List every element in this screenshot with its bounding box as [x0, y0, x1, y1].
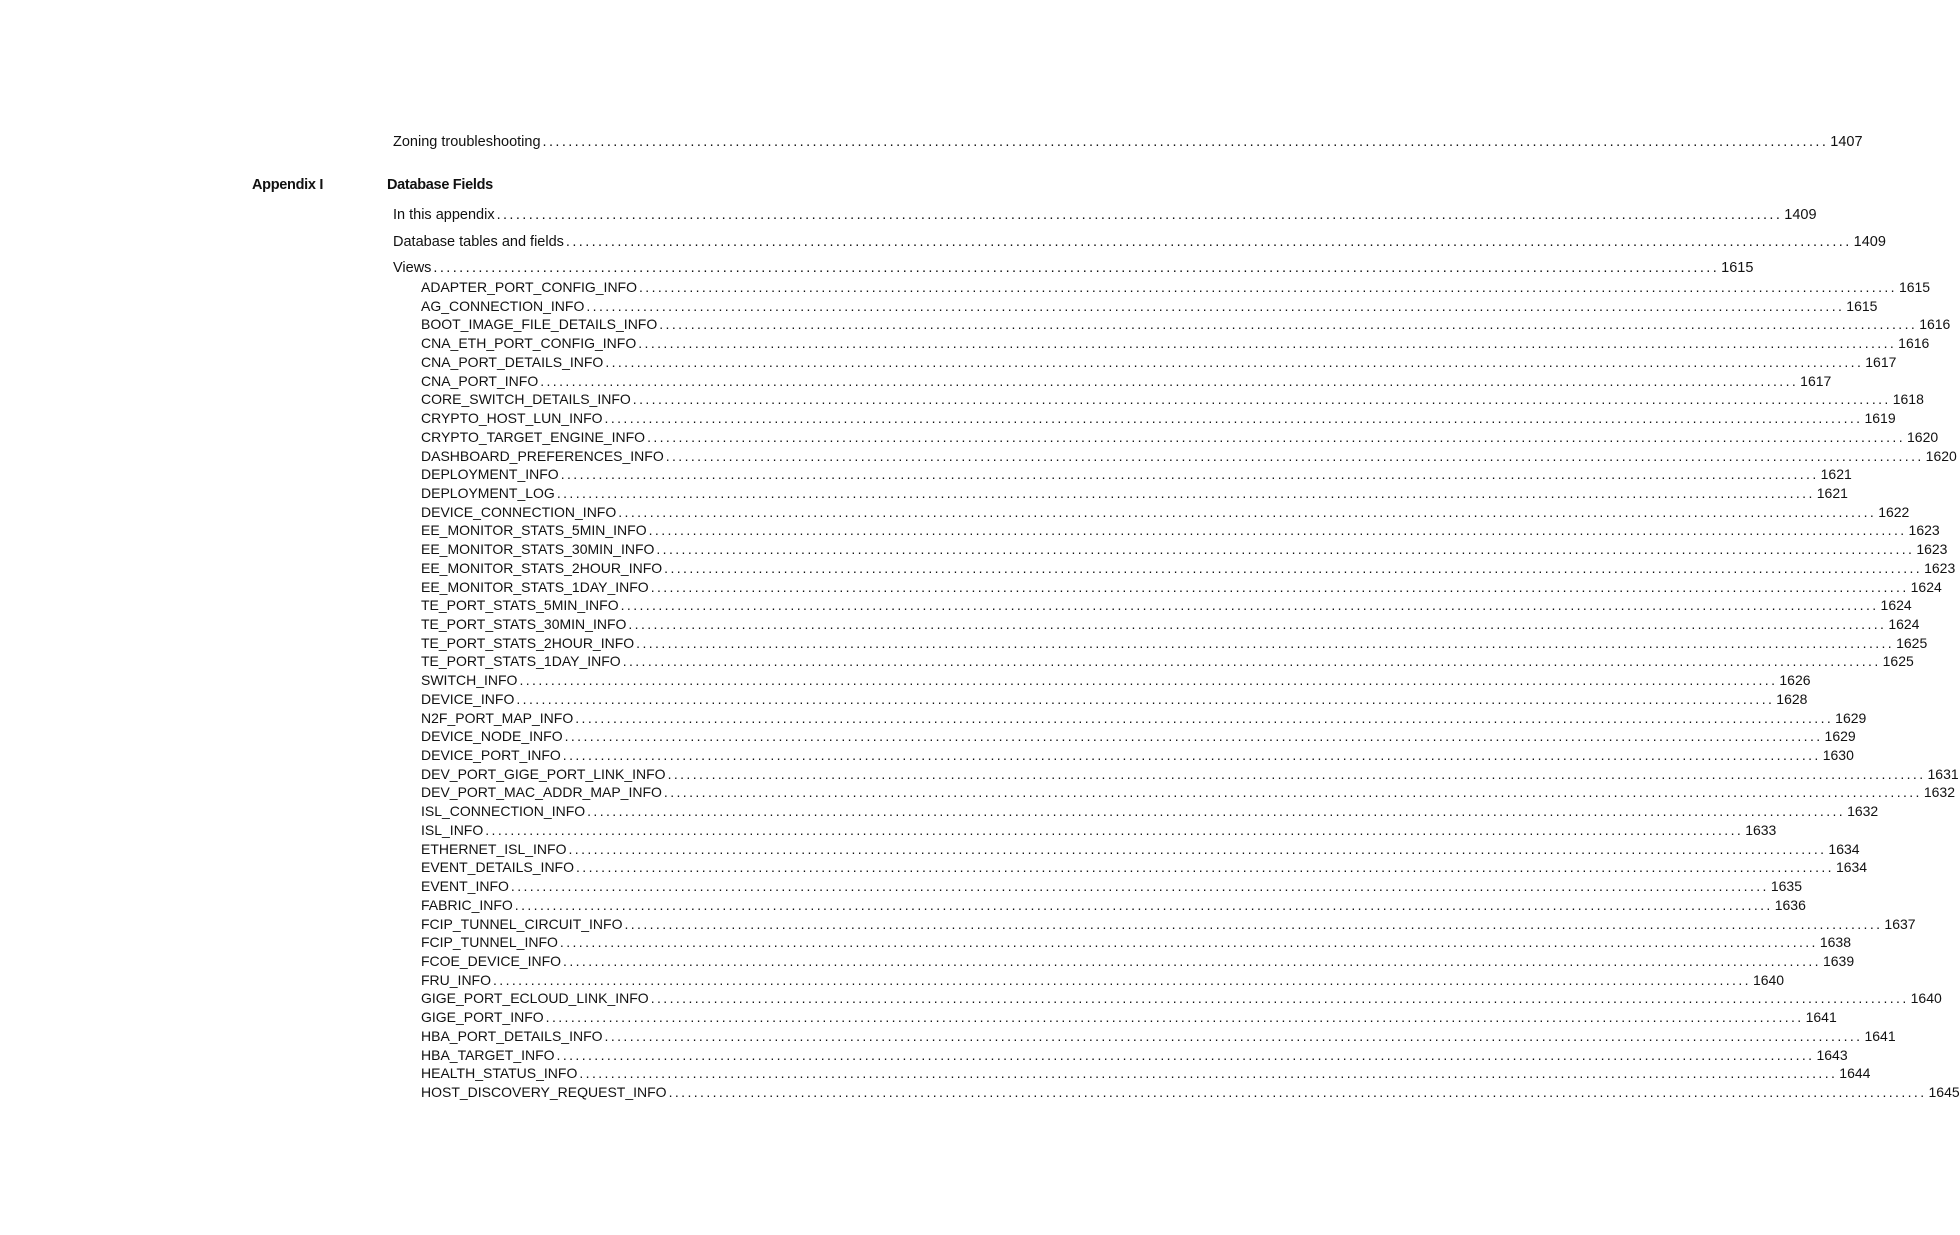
dot-leader: ........................................................................................................................................................................................................ [562, 747, 1821, 763]
toc-entry-page: 1644 [1839, 1065, 1871, 1082]
toc-entry-page: 1618 [1892, 391, 1924, 408]
dot-leader: ........................................................................................................................................................................................................ [493, 971, 1751, 988]
toc-entry-page: 1624 [1880, 597, 1912, 614]
toc-entry-label: DEVICE_CONNECTION_INFO [421, 503, 617, 520]
toc-entry-label: GIGE_PORT_ECLOUD_LINK_INFO [421, 990, 649, 1007]
toc-subentry[interactable] [421, 728, 1856, 745]
toc-entry-label: Zoning troubleshooting [393, 134, 541, 150]
toc-entry-page: 1643 [1816, 1046, 1848, 1063]
toc-entry-page: 1645 [1928, 1084, 1960, 1100]
toc-subentry[interactable] [421, 971, 1785, 988]
toc-subentry[interactable] [421, 597, 1912, 614]
toc-entry-label: EE_MONITOR_STATS_1DAY_INFO [421, 578, 649, 595]
toc-entry-label: DEPLOYMENT_LOG [421, 484, 555, 501]
toc-subentry[interactable] [421, 1009, 1837, 1026]
dot-leader: ........................................................................................................................................................................................................ [575, 709, 1834, 726]
toc-entry-label: BOOT_IMAGE_FILE_DETAILS_INFO [421, 316, 658, 333]
dot-leader: ........................................................................................................................................................................................................ [656, 541, 1915, 558]
dot-leader: ........................................................................................................................................................................................................ [664, 559, 1923, 576]
dot-leader: ........................................................................................................................................................................................................ [659, 316, 1918, 333]
toc-entry-page: 1622 [1878, 503, 1910, 520]
dot-leader: ........................................................................................................................................................................................................ [586, 297, 1845, 314]
toc-entry-label: EVENT_DETAILS_INFO [421, 859, 575, 876]
toc-entry-label: TE_PORT_STATS_30MIN_INFO [421, 616, 627, 632]
toc-entry-label: DEVICE_INFO [421, 690, 515, 707]
appendix-label: Appendix I [252, 177, 324, 193]
toc-subentry[interactable] [421, 803, 1879, 820]
toc-entry-page: 1624 [1910, 578, 1942, 595]
toc-entry-page: 1629 [1824, 728, 1856, 745]
dot-leader: ........................................................................................................................................................................................................ [565, 234, 1852, 250]
dot-leader: ........................................................................................................................................................................................................ [587, 803, 1846, 820]
toc-entry-label: CRYPTO_TARGET_ENGINE_INFO [421, 428, 646, 445]
dot-leader: ........................................................................................................................................................................................................ [516, 690, 1775, 707]
toc-entry-page: 1623 [1908, 522, 1940, 539]
toc-entry-page: 1631 [1927, 765, 1959, 782]
toc-entry-label: N2F_PORT_MAP_INFO [421, 709, 574, 726]
toc-entry-page: 1630 [1822, 747, 1854, 763]
toc-entry-label: ADAPTER_PORT_CONFIG_INFO [421, 279, 638, 295]
toc-entry-page: 1625 [1896, 634, 1928, 651]
dot-leader: ........................................................................................................................................................................................................ [622, 653, 1881, 670]
toc-entry-label: FRU_INFO [421, 971, 491, 988]
toc-subentry[interactable] [421, 840, 1860, 857]
toc-entry-label: EE_MONITOR_STATS_2HOUR_INFO [421, 559, 663, 576]
toc-entry-label: CNA_PORT_INFO [421, 372, 539, 389]
toc-entry-page: 1634 [1828, 840, 1860, 857]
toc-entry-page: 1615 [1721, 260, 1754, 276]
toc-subentry[interactable] [421, 747, 1854, 763]
toc-entry-label: DEV_PORT_MAC_ADDR_MAP_INFO [421, 784, 662, 801]
dot-leader: ........................................................................................................................................................................................................ [663, 784, 1922, 801]
toc-entry-page: 1633 [1745, 821, 1777, 838]
toc-entry-page: 1638 [1819, 934, 1852, 951]
dot-leader: ........................................................................................................................................................................................................ [668, 1084, 1927, 1100]
dot-leader: ........................................................................................................................................................................................................ [647, 428, 1905, 445]
toc-entry-page: 1615 [1898, 279, 1931, 295]
toc-entry-label: CORE_SWITCH_DETAILS_INFO [421, 391, 631, 408]
toc-entry-page: 1629 [1835, 709, 1867, 726]
toc-subentry[interactable] [421, 391, 1924, 408]
toc-entry-page: 1409 [1784, 207, 1817, 223]
toc-subentry[interactable] [421, 952, 1855, 969]
toc-entry-label: FCOE_DEVICE_INFO [421, 952, 562, 969]
toc-subentry[interactable] [421, 559, 1956, 576]
toc-entry-page: 1625 [1882, 653, 1914, 670]
dot-leader: ........................................................................................................................................................................................................ [514, 896, 1773, 913]
toc-entry-page: 1623 [1924, 559, 1956, 576]
toc-entry-zoning-troubleshooting[interactable] [393, 134, 1863, 150]
toc-entry-label: TE_PORT_STATS_5MIN_INFO [421, 597, 619, 614]
dot-leader: ........................................................................................................................................................................................................ [556, 1046, 1815, 1063]
dot-leader: ........................................................................................................................................................................................................ [667, 765, 1926, 782]
toc-entry-page: 1621 [1816, 484, 1848, 501]
toc-entry-page: 1635 [1770, 878, 1802, 894]
toc-subentry[interactable] [421, 1065, 1871, 1082]
toc-subentry[interactable] [421, 784, 1956, 801]
toc-entry-page: 1617 [1800, 372, 1832, 389]
toc-subentry[interactable] [421, 541, 1948, 558]
toc-entry-in-this-appendix[interactable] [393, 207, 1817, 223]
toc-subentry[interactable] [421, 672, 1811, 689]
dot-leader: ........................................................................................................................................................................................................ [519, 672, 1778, 689]
toc-subentry[interactable] [421, 279, 1931, 295]
toc-subentry[interactable] [421, 503, 1910, 520]
toc-subentry[interactable] [421, 709, 1867, 726]
dot-leader: ........................................................................................................................................................................................................ [510, 878, 1769, 894]
dot-leader: ........................................................................................................................................................................................................ [559, 934, 1818, 951]
dot-leader: ........................................................................................................................................................................................................ [542, 134, 1829, 150]
dot-leader: ........................................................................................................................................................................................................ [618, 503, 1877, 520]
toc-subentry[interactable] [421, 1084, 1960, 1100]
toc-entry-page: 1640 [1910, 990, 1942, 1007]
toc-entry-page: 1632 [1847, 803, 1879, 820]
toc-subentry[interactable] [421, 428, 1939, 445]
dot-leader: ........................................................................................................................................................................................................ [636, 634, 1895, 651]
toc-entry-label: ETHERNET_ISL_INFO [421, 840, 567, 857]
toc-entry-label: ISL_CONNECTION_INFO [421, 803, 586, 820]
toc-subentry[interactable] [421, 484, 1848, 501]
toc-entry-page: 1634 [1835, 859, 1868, 876]
appendix-title: Database Fields [387, 177, 493, 193]
toc-subentry[interactable] [421, 1027, 1896, 1044]
toc-entry-label: TE_PORT_STATS_1DAY_INFO [421, 653, 621, 670]
dot-leader: ........................................................................................................................................................................................................ [648, 522, 1907, 539]
toc-entry-label: DEV_PORT_GIGE_PORT_LINK_INFO [421, 765, 666, 782]
toc-entry-page: 1636 [1774, 896, 1806, 913]
toc-entry-page: 1621 [1820, 466, 1852, 483]
toc-entry-label: FCIP_TUNNEL_CIRCUIT_INFO [421, 915, 623, 932]
toc-subentry[interactable] [421, 634, 1928, 651]
dot-leader: ........................................................................................................................................................................................................ [620, 597, 1879, 614]
dot-leader: ........................................................................................................................................................................................................ [605, 353, 1864, 370]
toc-entry-page: 1641 [1864, 1027, 1896, 1044]
toc-subentry[interactable] [421, 765, 1959, 782]
dot-leader: ........................................................................................................................................................................................................ [564, 728, 1823, 745]
dot-leader: ........................................................................................................................................................................................................ [665, 447, 1924, 464]
dot-leader: ........................................................................................................................................................................................................ [540, 372, 1799, 389]
toc-entry-label: DEVICE_PORT_INFO [421, 747, 561, 763]
toc-entry-label: EE_MONITOR_STATS_5MIN_INFO [421, 522, 647, 539]
toc-entry-label: FCIP_TUNNEL_INFO [421, 934, 558, 951]
toc-entry-page: 1615 [1846, 297, 1878, 314]
toc-subentry[interactable] [421, 859, 1868, 876]
toc-subentry[interactable] [421, 821, 1777, 838]
toc-entry-label: ISL_INFO [421, 821, 484, 838]
toc-entry-page: 1407 [1830, 134, 1863, 150]
toc-subentry[interactable] [421, 466, 1852, 483]
toc-entry-label: Database tables and fields [393, 234, 564, 250]
toc-entry-page: 1639 [1822, 952, 1855, 969]
dot-leader: ........................................................................................................................................................................................................ [433, 260, 1720, 276]
toc-entry-label: GIGE_PORT_INFO [421, 1009, 544, 1026]
toc-entry-label: HEALTH_STATUS_INFO [421, 1065, 578, 1082]
dot-leader: ........................................................................................................................................................................................................ [576, 859, 1834, 876]
toc-subentry[interactable] [421, 616, 1920, 632]
toc-subentry[interactable] [421, 915, 1916, 932]
toc-entry-page: 1409 [1853, 234, 1886, 250]
toc-subentry[interactable] [421, 878, 1802, 894]
toc-subentry[interactable] [421, 578, 1942, 595]
toc-entry-page: 1620 [1925, 447, 1957, 464]
toc-subentry[interactable] [421, 990, 1942, 1007]
toc-entry-page: 1632 [1923, 784, 1956, 801]
toc-entry-page: 1616 [1919, 316, 1951, 333]
toc-entry-label: CNA_PORT_DETAILS_INFO [421, 353, 604, 370]
toc-subentry[interactable] [421, 372, 1832, 389]
toc-entry-page: 1626 [1779, 672, 1811, 689]
toc-entry-label: FABRIC_INFO [421, 896, 513, 913]
toc-entry-label: HBA_PORT_DETAILS_INFO [421, 1027, 603, 1044]
dot-leader: ........................................................................................................................................................................................................ [579, 1065, 1838, 1082]
toc-subentry[interactable] [421, 335, 1930, 352]
toc-entry-page: 1637 [1884, 915, 1916, 932]
dot-leader: ........................................................................................................................................................................................................ [650, 578, 1909, 595]
toc-entry-label: CRYPTO_HOST_LUN_INFO [421, 410, 603, 426]
toc-subentry[interactable] [421, 1046, 1848, 1063]
toc-entry-page: 1641 [1805, 1009, 1837, 1026]
toc-entry-label: SWITCH_INFO [421, 672, 518, 689]
dot-leader: ........................................................................................................................................................................................................ [632, 391, 1891, 408]
dot-leader: ........................................................................................................................................................................................................ [545, 1009, 1804, 1026]
dot-leader: ........................................................................................................................................................................................................ [496, 207, 1783, 223]
toc-entry-page: 1616 [1898, 335, 1930, 352]
toc-subentry[interactable] [421, 522, 1940, 539]
toc-subentry[interactable] [421, 316, 1951, 333]
toc-subentry[interactable] [421, 297, 1878, 314]
toc-entry-database-tables[interactable] [393, 234, 1886, 250]
dot-leader: ........................................................................................................................................................................................................ [568, 840, 1827, 857]
toc-subentry[interactable] [421, 896, 1806, 913]
toc-subentry[interactable] [421, 353, 1897, 370]
dot-leader: ........................................................................................................................................................................................................ [624, 915, 1883, 932]
toc-subentry[interactable] [421, 447, 1957, 464]
toc-entry-label: DASHBOARD_PREFERENCES_INFO [421, 447, 664, 464]
toc-entry-label: In this appendix [393, 207, 495, 223]
toc-entry-page: 1640 [1752, 971, 1785, 988]
dot-leader: ........................................................................................................................................................................................................ [560, 466, 1819, 483]
dot-leader: ........................................................................................................................................................................................................ [638, 335, 1897, 352]
toc-entry-label: DEVICE_NODE_INFO [421, 728, 563, 745]
toc-subentry[interactable] [421, 653, 1914, 670]
toc-entry-label: TE_PORT_STATS_2HOUR_INFO [421, 634, 635, 651]
dot-leader: ........................................................................................................................................................................................................ [485, 821, 1744, 838]
dot-leader: ........................................................................................................................................................................................................ [604, 1027, 1863, 1044]
toc-subentry[interactable] [421, 410, 1896, 426]
toc-entry-page: 1623 [1916, 541, 1948, 558]
dot-leader: ........................................................................................................................................................................................................ [639, 279, 1897, 295]
toc-entry-label: DEPLOYMENT_INFO [421, 466, 559, 483]
toc-subentry[interactable] [421, 690, 1808, 707]
toc-entry-label: HOST_DISCOVERY_REQUEST_INFO [421, 1084, 667, 1100]
dot-leader: ........................................................................................................................................................................................................ [604, 410, 1863, 426]
dot-leader: ........................................................................................................................................................................................................ [628, 616, 1887, 632]
toc-entry-page: 1617 [1865, 353, 1897, 370]
toc-entry-label: HBA_TARGET_INFO [421, 1046, 555, 1063]
toc-entry-page: 1619 [1864, 410, 1896, 426]
toc-entry-page: 1628 [1776, 690, 1808, 707]
dot-leader: ........................................................................................................................................................................................................ [563, 952, 1821, 969]
toc-entry-views[interactable] [393, 260, 1754, 276]
toc-entry-label: EE_MONITOR_STATS_30MIN_INFO [421, 541, 655, 558]
toc-entry-label: EVENT_INFO [421, 878, 509, 894]
toc-entry-label: CNA_ETH_PORT_CONFIG_INFO [421, 335, 637, 352]
toc-subentry[interactable] [421, 934, 1852, 951]
toc-entry-label: Views [393, 260, 432, 276]
dot-leader: ........................................................................................................................................................................................................ [650, 990, 1909, 1007]
toc-entry-page: 1624 [1888, 616, 1920, 632]
dot-leader: ........................................................................................................................................................................................................ [556, 484, 1815, 501]
toc-entry-label: AG_CONNECTION_INFO [421, 297, 585, 314]
toc-entry-page: 1620 [1907, 428, 1939, 445]
